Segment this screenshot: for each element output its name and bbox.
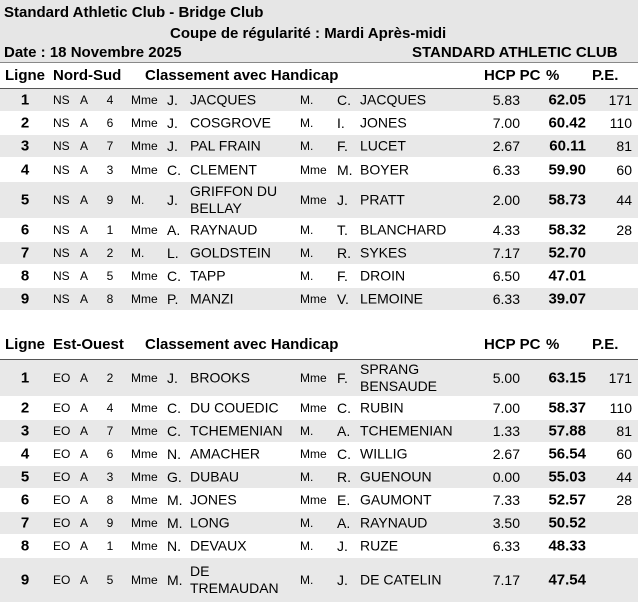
direction-cell: NS	[53, 269, 70, 283]
player2-title: M.	[300, 246, 314, 260]
result-row	[0, 512, 638, 535]
player2-initial: V.	[337, 291, 349, 307]
pe-value: 60	[616, 446, 632, 462]
player2-initial: R.	[337, 245, 351, 261]
player1-initial: C.	[167, 423, 181, 439]
hcp-value: 6.33	[492, 161, 520, 178]
player1-title: M.	[131, 193, 145, 207]
player1-name: TCHEMENIAN	[190, 422, 283, 439]
col-direction: Est-Ouest	[53, 336, 124, 353]
player2-title: M.	[300, 516, 314, 530]
result-row	[0, 420, 638, 443]
col-hcp: HCP PC	[484, 67, 541, 84]
player2-name: PRATT	[360, 191, 405, 208]
table-number-cell: 4	[106, 93, 114, 107]
player2-initial: C.	[337, 400, 351, 416]
player2-initial: J.	[337, 192, 348, 208]
percentage-value: 47.54	[548, 571, 586, 589]
player1-name: GRIFFON DU BELLAY	[190, 183, 278, 216]
player2-name: SYKES	[360, 244, 407, 261]
direction-cell: EO	[53, 539, 71, 553]
result-row	[0, 288, 638, 311]
pe-value: 171	[608, 92, 632, 108]
hcp-value: 6.50	[492, 268, 520, 284]
player1-initial: C.	[167, 268, 181, 284]
table-number-cell: 8	[106, 493, 114, 507]
rank-cell: 3	[20, 422, 30, 440]
table-number-cell: 7	[106, 424, 114, 438]
direction-cell: NS	[53, 93, 70, 107]
player2-title: M.	[300, 424, 314, 438]
percentage-value: 58.37	[548, 399, 586, 417]
player1-name: PAL FRAIN	[190, 137, 261, 154]
col-hcp: HCP PC	[484, 336, 541, 353]
player2-initial: F.	[337, 370, 348, 386]
percentage-value: 52.70	[548, 244, 586, 262]
direction-cell: NS	[53, 139, 70, 153]
pe-value: 28	[616, 492, 632, 508]
col-ligne: Ligne	[5, 336, 45, 353]
player1-name: JONES	[190, 491, 237, 508]
player2-name: LEMOINE	[360, 290, 424, 307]
result-row	[0, 219, 638, 242]
pe-value: 28	[616, 222, 632, 238]
result-row	[0, 558, 638, 603]
player1-title: Mme	[131, 401, 158, 415]
player1-name: DU COUEDIC	[190, 399, 279, 416]
section-cell: A	[80, 470, 89, 484]
player1-initial: J.	[167, 138, 178, 154]
player2-title: M.	[300, 93, 314, 107]
pe-value: 44	[616, 192, 632, 208]
player2-initial: M.	[337, 161, 353, 178]
player2-initial: F.	[337, 268, 348, 284]
section-cell: A	[80, 269, 89, 283]
pe-value: 81	[616, 138, 632, 154]
result-row	[0, 360, 638, 397]
player1-name: JACQUES	[190, 91, 257, 108]
player1-initial: A.	[167, 222, 181, 238]
player2-initial: E.	[337, 492, 351, 508]
player2-name: BOYER	[360, 161, 410, 177]
result-row	[0, 112, 638, 135]
player2-initial: A.	[337, 515, 351, 531]
direction-cell: NS	[53, 116, 70, 130]
eo-column-header	[0, 333, 638, 355]
player1-initial: M.	[167, 572, 183, 588]
col-pe: P.E.	[592, 336, 619, 353]
player2-title: Mme	[300, 292, 327, 306]
event-date: Date : 18 Novembre 2025	[4, 44, 182, 61]
player1-initial: P.	[167, 291, 179, 307]
table-number-cell: 8	[106, 292, 114, 306]
col-pe: P.E.	[592, 67, 619, 84]
section-cell: A	[80, 116, 89, 130]
player2-title: Mme	[300, 401, 327, 415]
player1-title: Mme	[131, 269, 158, 283]
event-title: Coupe de régularité : Mardi Après-midi	[170, 25, 447, 42]
hcp-value: 2.67	[492, 138, 520, 154]
rank-cell: 9	[20, 290, 30, 308]
direction-cell: NS	[53, 223, 70, 237]
table-number-cell: 6	[106, 116, 114, 130]
player1-name: DEVAUX	[190, 537, 247, 554]
player1-initial: J.	[167, 370, 178, 386]
section-cell: A	[80, 573, 89, 587]
rank-cell: 6	[20, 221, 30, 239]
player1-name: CLEMENT	[190, 161, 257, 177]
direction-cell: EO	[53, 424, 71, 438]
hcp-value: 2.67	[492, 446, 520, 462]
direction-cell: EO	[53, 447, 71, 461]
table-number-cell: 1	[106, 539, 114, 553]
player2-name: RUBIN	[360, 399, 404, 416]
player1-title: Mme	[131, 516, 158, 530]
table-number-cell: 7	[106, 139, 114, 153]
rank-cell: 7	[20, 244, 30, 262]
player2-title: Mme	[300, 493, 327, 507]
player2-initial: F.	[337, 138, 348, 154]
table-number-cell: 4	[106, 401, 114, 415]
col-classement: Classement avec Handicap	[145, 67, 339, 84]
percentage-value: 60.42	[548, 114, 586, 132]
rank-cell: 1	[20, 369, 30, 387]
player1-name: TAPP	[190, 267, 226, 284]
percentage-value: 60.11	[549, 137, 586, 155]
player2-name: RAYNAUD	[360, 514, 428, 531]
player1-initial: N.	[167, 538, 181, 554]
rank-cell: 1	[20, 91, 30, 109]
hcp-value: 7.33	[492, 492, 520, 508]
rank-cell: 5	[20, 468, 30, 486]
table-number-cell: 6	[106, 447, 114, 461]
result-row	[0, 397, 638, 420]
percentage-value: 59.90	[548, 161, 586, 178]
event-bar	[0, 24, 638, 42]
hcp-value: 2.00	[492, 192, 520, 208]
rank-cell: 2	[20, 399, 30, 417]
player1-name: GOLDSTEIN	[190, 244, 271, 261]
percentage-value: 57.88	[548, 422, 586, 440]
pe-value: 81	[616, 423, 632, 439]
hcp-value: 1.33	[492, 423, 520, 439]
rank-cell: 8	[20, 267, 30, 285]
percentage-value: 39.07	[548, 290, 586, 308]
result-row	[0, 489, 638, 512]
section-cell: A	[80, 516, 89, 530]
col-ligne: Ligne	[5, 67, 45, 84]
result-row	[0, 443, 638, 466]
hcp-value: 6.33	[492, 538, 520, 554]
player1-initial: G.	[167, 469, 182, 485]
result-row	[0, 466, 638, 489]
date-bar	[0, 42, 638, 63]
player2-name: LUCET	[360, 137, 406, 154]
player1-initial: L.	[167, 245, 179, 261]
hcp-value: 7.00	[492, 115, 520, 131]
rank-cell: 6	[20, 491, 30, 509]
result-row	[0, 135, 638, 158]
section-cell: A	[80, 493, 89, 507]
table-number-cell: 3	[106, 470, 114, 484]
player2-initial: A.	[337, 423, 351, 439]
player1-initial: N.	[167, 446, 181, 462]
player2-name: GUENOUN	[360, 468, 432, 485]
player2-initial: I.	[337, 115, 345, 131]
direction-cell: EO	[53, 371, 71, 385]
percentage-value: 63.15	[548, 369, 586, 387]
player1-title: Mme	[131, 292, 158, 306]
col-direction: Nord-Sud	[53, 67, 122, 84]
player2-initial: C.	[337, 92, 351, 108]
direction-cell: EO	[53, 470, 71, 484]
result-row	[0, 182, 638, 219]
player1-name: DE TREMAUDAN	[190, 563, 279, 596]
rank-cell: 8	[20, 537, 30, 555]
result-row	[0, 535, 638, 558]
player2-name: JONES	[360, 114, 407, 131]
result-row	[0, 89, 638, 112]
hcp-value: 6.33	[492, 291, 520, 307]
direction-cell: NS	[53, 193, 70, 207]
player2-title: M.	[300, 223, 314, 237]
pe-value: 110	[609, 400, 632, 416]
direction-cell: NS	[53, 162, 70, 177]
player1-name: BROOKS	[190, 369, 250, 386]
percentage-value: 52.57	[548, 491, 586, 509]
percentage-value: 47.01	[548, 267, 586, 285]
player2-initial: T.	[337, 222, 348, 238]
percentage-value: 48.33	[548, 537, 586, 555]
player1-name: MANZI	[190, 290, 234, 307]
player2-name: RUZE	[360, 537, 399, 554]
section-cell: A	[80, 447, 89, 461]
player2-initial: R.	[337, 469, 351, 485]
club-title: Standard Athletic Club - Bridge Club	[4, 4, 264, 21]
pe-value: 171	[608, 370, 632, 386]
percentage-value: 55.03	[548, 468, 586, 486]
player2-title: M.	[300, 539, 314, 553]
result-row	[0, 242, 638, 265]
player1-initial: C.	[167, 400, 181, 416]
player1-title: Mme	[131, 223, 158, 237]
pe-value: 44	[616, 469, 632, 485]
player1-initial: J.	[167, 115, 178, 131]
col-classement: Classement avec Handicap	[145, 336, 339, 353]
player1-title: Mme	[131, 539, 158, 553]
hcp-value: 0.00	[492, 469, 520, 485]
col-pct: %	[546, 67, 560, 84]
ns-column-header	[0, 64, 638, 86]
result-row	[0, 158, 638, 182]
section-cell: A	[80, 424, 89, 438]
player2-name: SPRANG BENSAUDE	[360, 361, 438, 394]
player2-initial: J.	[337, 538, 348, 554]
player2-title: Mme	[300, 162, 327, 177]
section-cell: A	[80, 246, 89, 260]
player2-initial: J.	[337, 572, 348, 588]
hcp-value: 3.50	[492, 515, 520, 531]
rank-cell: 9	[20, 571, 30, 589]
direction-cell: EO	[53, 401, 71, 415]
player1-title: Mme	[131, 424, 158, 438]
player2-name: BLANCHARD	[360, 221, 447, 238]
section-cell: A	[80, 162, 89, 177]
player1-initial: J.	[167, 92, 178, 108]
hcp-value: 7.17	[492, 245, 520, 261]
rank-cell: 4	[20, 161, 30, 178]
percentage-value: 50.52	[548, 514, 586, 532]
player2-title: M.	[300, 269, 314, 283]
player1-initial: M.	[167, 492, 183, 508]
player1-name: DUBAU	[190, 468, 240, 485]
player2-title: M.	[300, 116, 314, 130]
player2-name: JACQUES	[360, 91, 427, 108]
player1-title: Mme	[131, 93, 158, 107]
table-number-cell: 9	[106, 516, 114, 530]
hcp-value: 7.17	[492, 572, 520, 588]
player2-title: M.	[300, 573, 314, 587]
player2-title: M.	[300, 470, 314, 484]
percentage-value: 56.54	[548, 445, 586, 463]
rank-cell: 5	[20, 191, 30, 209]
player1-title: Mme	[131, 162, 158, 177]
percentage-value: 58.73	[548, 191, 586, 209]
rank-cell: 2	[20, 114, 30, 132]
rank-cell: 3	[20, 137, 30, 155]
table-number-cell: 2	[106, 371, 114, 385]
player2-title: Mme	[300, 193, 327, 207]
player2-title: Mme	[300, 447, 327, 461]
direction-cell: NS	[53, 292, 70, 306]
direction-cell: EO	[53, 573, 71, 587]
player2-name: GAUMONT	[360, 491, 432, 508]
section-cell: A	[80, 139, 89, 153]
club-name-caps: STANDARD ATHLETIC CLUB	[412, 44, 618, 61]
eo-results-table	[0, 359, 638, 603]
table-number-cell: 5	[106, 573, 114, 587]
section-cell: A	[80, 193, 89, 207]
player2-name: DROIN	[360, 267, 406, 284]
section-cell: A	[80, 539, 89, 553]
player1-title: Mme	[131, 573, 158, 587]
percentage-value: 62.05	[548, 91, 586, 109]
player1-name: RAYNAUD	[190, 221, 258, 238]
table-number-cell: 2	[106, 246, 114, 260]
player2-title: M.	[300, 139, 314, 153]
player1-title: Mme	[131, 116, 158, 130]
player1-name: COSGROVE	[190, 114, 271, 131]
player1-name: LONG	[190, 514, 230, 531]
table-number-cell: 3	[106, 162, 114, 177]
col-pct: %	[546, 336, 560, 353]
player1-title: Mme	[131, 139, 158, 153]
section-cell: A	[80, 223, 89, 237]
direction-cell: EO	[53, 516, 71, 530]
player1-initial: J.	[167, 192, 178, 208]
table-number-cell: 5	[106, 269, 114, 283]
player1-title: Mme	[131, 447, 158, 461]
section-cell: A	[80, 292, 89, 306]
hcp-value: 7.00	[492, 400, 520, 416]
pe-value: 110	[609, 115, 632, 131]
direction-cell: NS	[53, 246, 70, 260]
hcp-value: 5.00	[492, 370, 520, 386]
table-number-cell: 1	[106, 223, 114, 237]
player2-name: WILLIG	[360, 445, 408, 462]
rank-cell: 4	[20, 445, 30, 463]
title-bar	[0, 0, 638, 24]
percentage-value: 58.32	[548, 221, 586, 239]
player1-initial: M.	[167, 515, 183, 531]
section-cell: A	[80, 93, 89, 107]
hcp-value: 5.83	[492, 92, 520, 108]
player1-title: Mme	[131, 371, 158, 385]
pe-value: 60	[616, 161, 632, 178]
player2-name: TCHEMENIAN	[360, 422, 453, 439]
player1-title: Mme	[131, 470, 158, 484]
player1-title: M.	[131, 246, 145, 260]
ns-results-table	[0, 88, 638, 311]
section-cell: A	[80, 401, 89, 415]
player2-initial: C.	[337, 446, 351, 462]
player2-title: Mme	[300, 371, 327, 385]
hcp-value: 4.33	[492, 222, 520, 238]
direction-cell: EO	[53, 493, 71, 507]
section-cell: A	[80, 371, 89, 385]
player2-name: DE CATELIN	[360, 571, 442, 588]
player1-name: AMACHER	[190, 445, 261, 462]
result-row	[0, 265, 638, 288]
table-number-cell: 9	[106, 193, 114, 207]
player1-initial: C.	[167, 161, 181, 178]
rank-cell: 7	[20, 514, 30, 532]
player1-title: Mme	[131, 493, 158, 507]
